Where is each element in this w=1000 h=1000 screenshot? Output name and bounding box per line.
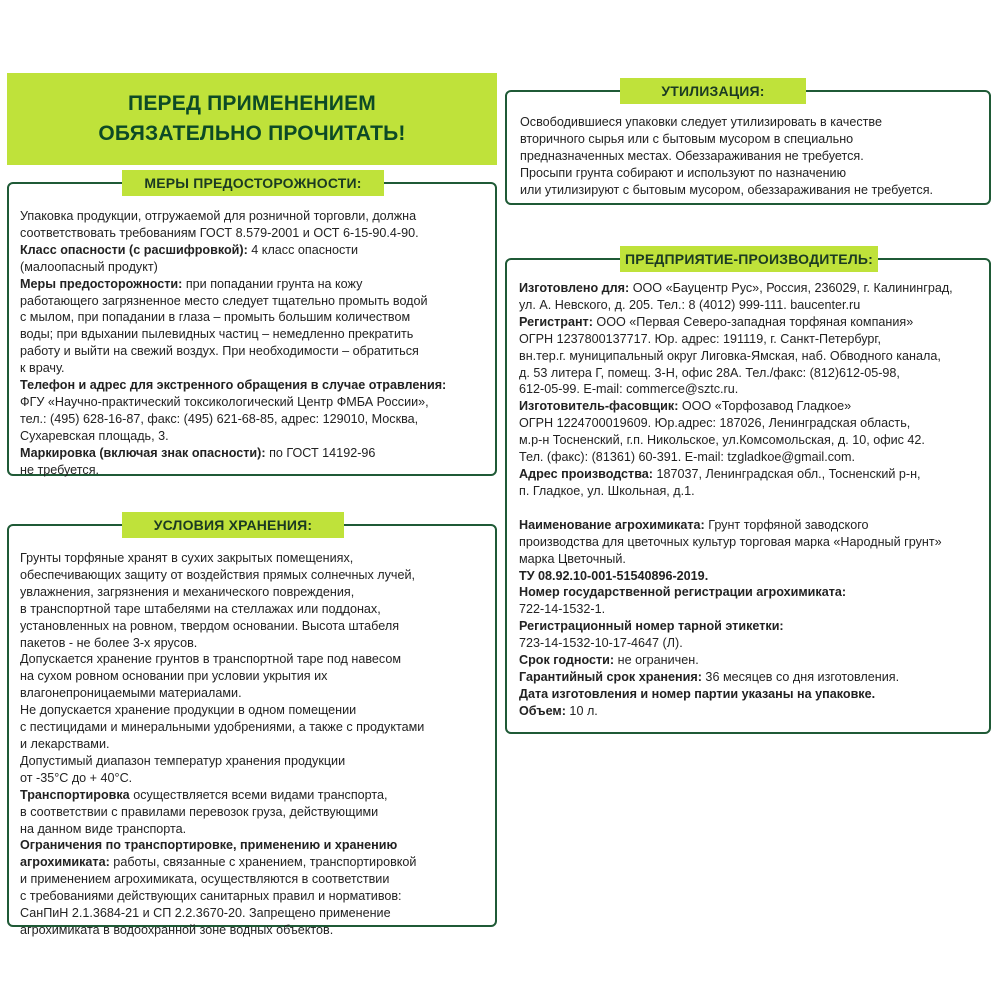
warranty-label: Гарантийный срок хранения: <box>519 669 702 684</box>
text-line: воды; при вдыхании пылевидных частиц – немедленно прекратить <box>20 327 414 342</box>
restrictions-label-cont: агрохимиката: <box>20 855 110 870</box>
text-line: Не допускается хранение продукции в одном помещении <box>20 703 357 718</box>
text-line <box>519 584 953 601</box>
emergency-contact-label: Телефон и адрес для экстренного обращения в случае отравления: <box>20 378 447 393</box>
text-line: не требуется. <box>20 462 100 477</box>
precautions-text <box>20 208 446 479</box>
text-line <box>20 377 446 394</box>
disposal-section <box>505 83 991 205</box>
text-line: 722-14-1532-1. <box>519 602 606 617</box>
hazard-class-label: Класс опасности (с расшифровкой): <box>20 242 248 257</box>
precautions-title: МЕРЫ ПРЕДОСТОРОЖНОСТИ: <box>122 170 384 196</box>
agrochemical-name-label: Наименование агрохимиката: <box>519 517 705 532</box>
text-line: Транспортировка осуществляется всеми видами транспорта, <box>20 787 388 802</box>
text-line: Регистрант: ООО «Первая Северо-западная торфяная компания» <box>519 314 914 329</box>
text-line <box>20 837 424 854</box>
text-line: Сухаревская площадь, 3. <box>20 428 169 443</box>
text-line: ФГУ «Научно-практический токсикологический Центр ФМБА России», <box>20 394 429 409</box>
text-line: (малоопасный продукт) <box>20 259 158 274</box>
text-line: установленных на ровном, твердом основании. Высота штабеля <box>20 618 400 633</box>
text-line: Маркировка (включая знак опасности): по ГОСТ 14192-96 <box>20 445 376 460</box>
text-line: с пестицидами и минеральными удобрениями, а также с продуктами <box>20 720 425 735</box>
text-line: 723-14-1532-10-17-4647 (Л). <box>519 636 683 651</box>
manufacturer-text <box>519 280 953 720</box>
text-line: обеспечивающих защиту от воздействия прямых солнечных лучей, <box>20 567 416 582</box>
state-registration-label: Номер государственной регистрации агрохимиката: <box>519 585 847 600</box>
manufacturer-title: ПРЕДПРИЯТИЕ-ПРОИЗВОДИТЕЛЬ: <box>620 246 878 272</box>
text-line: 612-05-99. E-mail: commerce@sztc.ru. <box>519 382 739 397</box>
text-line: работающего загрязненное место следует тщательно промыть водой <box>20 293 428 308</box>
text-line: ОГРН 1224700019609. Юр.адрес: 187026, Ленинградская область, <box>519 416 911 431</box>
read-before-use-banner <box>7 73 497 165</box>
text-line: вторичного сырья или с бытовым мусором в специально <box>520 131 854 146</box>
text-line: Допустимый диапазон температур хранения продукции <box>20 753 346 768</box>
text-line: ул. А. Невского, д. 205. Тел.: 8 (4012) 999-111. baucenter.ru <box>519 297 861 312</box>
text-line: работу и выйти на свежий воздух. При необходимости – обратиться <box>20 344 419 359</box>
text-line: агрохимиката: работы, связанные с хранением, транспортировкой <box>20 855 417 870</box>
production-address-label: Адрес производства: <box>519 466 653 481</box>
text-line: вн.тер.г. муниципальный округ Лиговка-Ямская, наб. Обводного канала, <box>519 348 941 363</box>
label-registration-label: Регистрационный номер тарной этикетки: <box>519 619 784 634</box>
shelf-life-label: Срок годности: <box>519 653 615 668</box>
marking-label: Маркировка (включая знак опасности): <box>20 445 266 460</box>
transportation-label: Транспортировка <box>20 787 130 802</box>
text-line: ОГРН 1237800137717. Юр. адрес: 191119, г. Санкт-Петербург, <box>519 331 881 346</box>
storage-title: УСЛОВИЯ ХРАНЕНИЯ: <box>122 512 344 538</box>
banner-line-1: ПЕРЕД ПРИМЕНЕНИЕМ <box>128 92 376 115</box>
storage-section <box>7 517 497 937</box>
text-line: в соответствии с правилами перевозок груза, действующими <box>20 804 379 819</box>
text-line: на данном виде транспорта. <box>20 821 187 836</box>
text-line: с требованиями действующих санитарных правил и нормативов: <box>20 889 402 904</box>
text-line: Освободившиеся упаковки следует утилизировать в качестве <box>520 115 882 129</box>
text-line <box>519 686 953 703</box>
batch-info: Дата изготовления и номер партии указаны на упаковке. <box>519 686 876 701</box>
text-line: влагонепроницаемыми материалами. <box>20 686 242 701</box>
restrictions-label: Ограничения по транспортировке, применению и хранению <box>20 838 398 853</box>
text-line <box>519 568 953 585</box>
text-line: Изготовитель-фасовщик: ООО «Торфозавод Гладкое» <box>519 399 852 414</box>
text-line: марка Цветочный. <box>519 551 626 566</box>
text-line: СанПиН 2.1.3684-21 и СП 2.2.3670-20. Запрещено применение <box>20 906 391 921</box>
text-line: Упаковка продукции, отгружаемой для розничной торговли, должна <box>20 209 417 223</box>
manufacturer-section <box>505 251 991 734</box>
text-line: Просыпи грунта собирают и используют по назначению <box>520 165 847 180</box>
volume-label: Объем: <box>519 703 566 718</box>
precautions-label: Меры предосторожности: <box>20 276 183 291</box>
text-line: производства для цветочных культур торговая марка «Народный грунт» <box>519 534 942 549</box>
text-line: п. Гладкое, ул. Школьная, д.1. <box>519 483 695 498</box>
text-line: в транспортной таре штабелями на стеллажах или поддонах, <box>20 601 381 616</box>
packer-label: Изготовитель-фасовщик: <box>519 399 679 414</box>
text-line: Наименование агрохимиката: Грунт торфяной заводского <box>519 517 869 532</box>
text-line: м.р-н Тосненский, г.п. Никольское, ул.Комсомольская, д. 10, офис 42. <box>519 433 925 448</box>
text-line: Объем: 10 л. <box>519 703 598 718</box>
text-line: Адрес производства: 187037, Ленинградская обл., Тосненский р-н, <box>519 466 921 481</box>
spec-number: ТУ 08.92.10-001-51540896-2019. <box>519 568 709 583</box>
text-line: и лекарствами. <box>20 736 110 751</box>
text-line: агрохимиката в водоохранной зоне водных объектов. <box>20 922 334 937</box>
disposal-title: УТИЛИЗАЦИЯ: <box>620 78 806 104</box>
precautions-section <box>7 175 497 477</box>
text-line: или утилизируют с бытовым мусором, обеззараживания не требуется. <box>520 182 934 197</box>
text-line: и применением агрохимиката, осуществляются в соответствии <box>20 872 390 887</box>
text-line: соответствовать требованиям ГОСТ 8.579-2001 и ОСТ 6-15-90.4-90. <box>20 225 419 240</box>
text-line: Тел. (факс): (81361) 60-391. E-mail: tzgladkoe@gmail.com. <box>519 450 855 465</box>
spacer <box>519 500 953 517</box>
made-for-label: Изготовлено для: <box>519 281 630 295</box>
text-line: к врачу. <box>20 361 65 376</box>
text-line: с мылом, при попадании в глаза – промыть большим количеством <box>20 310 411 325</box>
text-line: Допускается хранение грунтов в транспортной таре под навесом <box>20 652 402 667</box>
storage-text <box>20 550 424 939</box>
text-line: Гарантийный срок хранения: 36 месяцев со дня изготовления. <box>519 669 900 684</box>
text-line: Изготовлено для: ООО «Бауцентр Рус», Россия, 236029, г. Калининград, <box>519 281 953 295</box>
text-line: д. 53 литера Г, помещ. 3-Н, офис 28А. Тел./факс: (812)612-05-98, <box>519 365 900 380</box>
text-line: увлажнения, загрязнения и механического повреждения, <box>20 584 355 599</box>
text-line: предназначенных местах. Обеззараживания не требуется. <box>520 148 864 163</box>
text-line: пакетов - не более 3-х ярусов. <box>20 635 198 650</box>
text-line: на сухом ровном основании при условии укрытия их <box>20 669 328 684</box>
disposal-text <box>520 114 933 199</box>
text-line: тел.: (495) 628-16-87, факс: (495) 621-68-85, адрес: 129010, Москва, <box>20 411 419 426</box>
text-line: Меры предосторожности: при попадании грунта на кожу <box>20 276 363 291</box>
registrant-label: Регистрант: <box>519 314 593 329</box>
banner-line-2: ОБЯЗАТЕЛЬНО ПРОЧИТАТЬ! <box>98 122 406 145</box>
text-line: Грунты торфяные хранят в сухих закрытых помещениях, <box>20 551 354 565</box>
text-line: Класс опасности (с расшифровкой): 4 класс опасности <box>20 242 359 257</box>
text-line: Срок годности: не ограничен. <box>519 653 699 668</box>
text-line <box>519 618 953 635</box>
text-line: от -35°С до + 40°С. <box>20 770 133 785</box>
